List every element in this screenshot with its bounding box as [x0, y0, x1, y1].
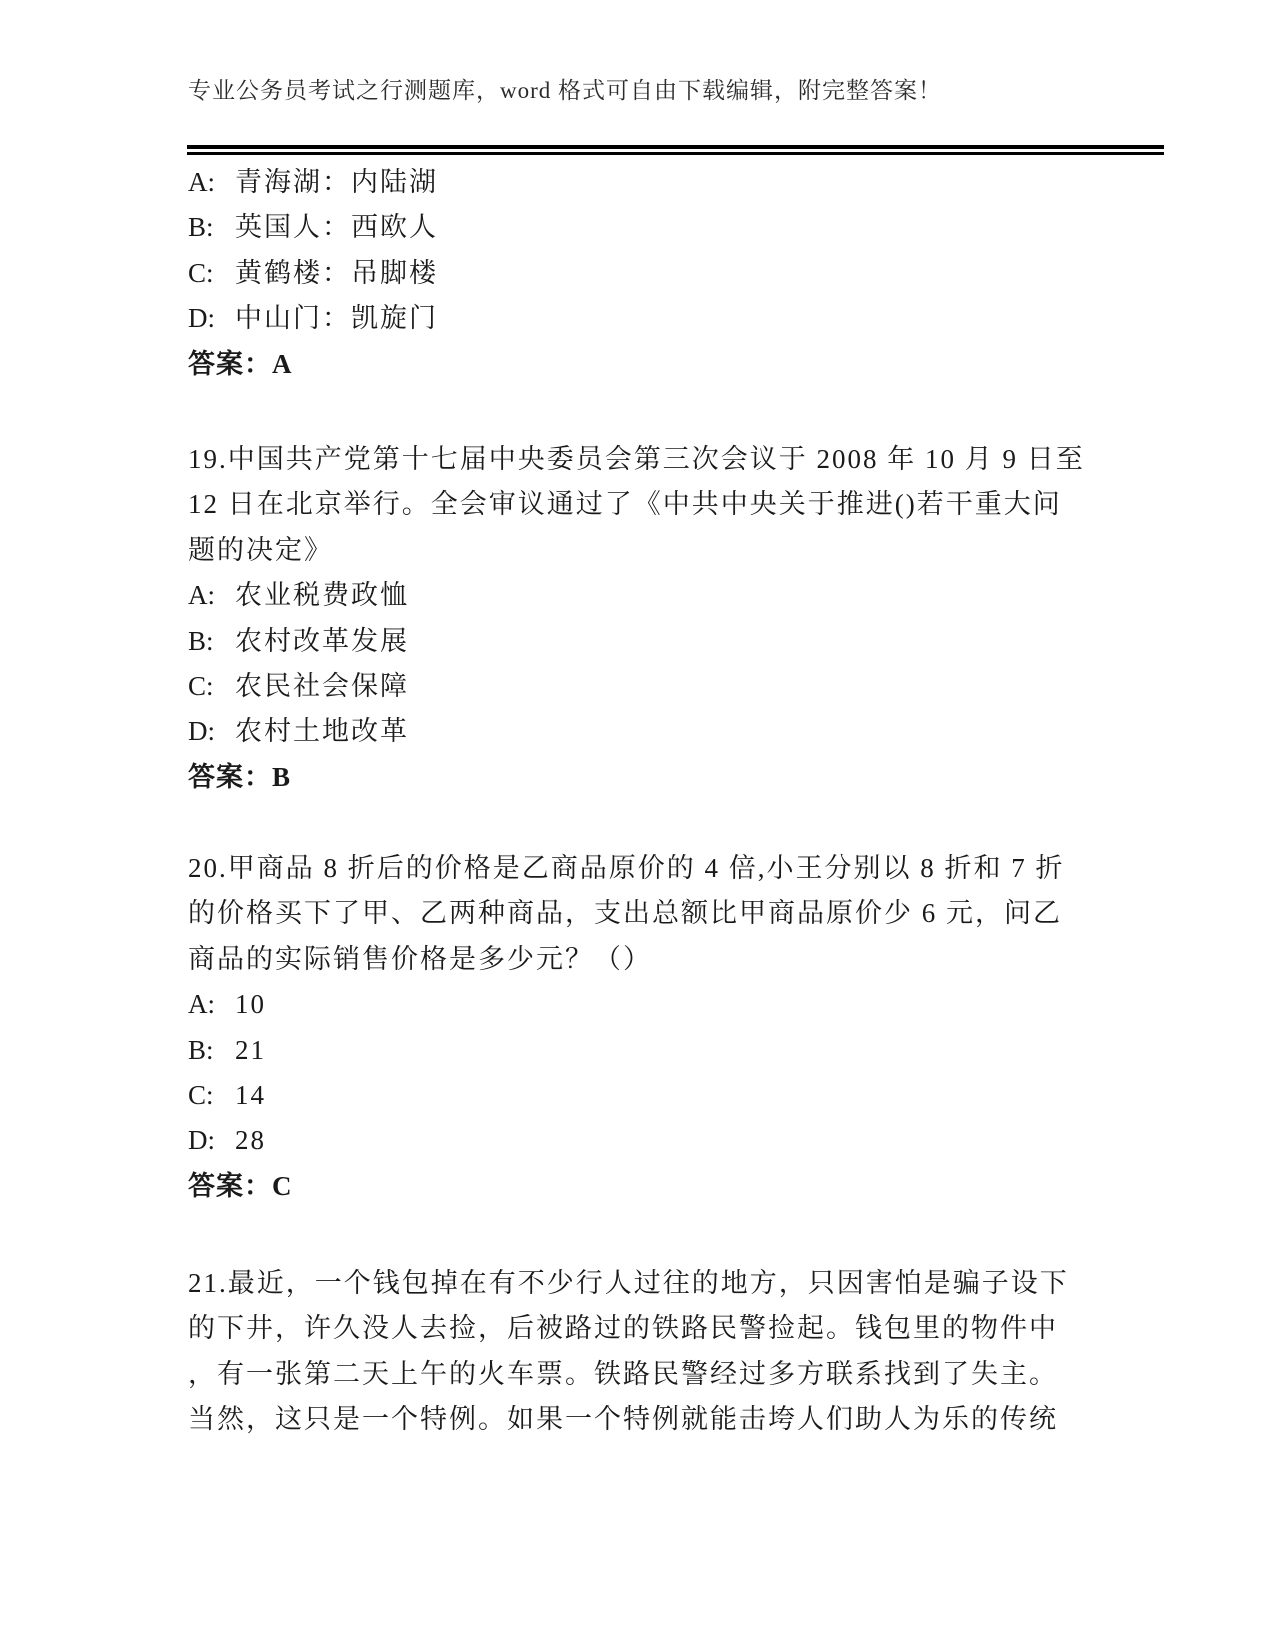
question-line: ，有一张第二天上午的火车票。铁路民警经过多方联系找到了失主。 [188, 1358, 1058, 1389]
question-line: 12 日在北京举行。全会审议通过了《中共中央关于推进()若干重大问 [188, 489, 1062, 520]
option-text: 青海湖：内陆湖 [235, 167, 438, 197]
option-letter: C: [188, 257, 214, 288]
option-letter: D: [188, 716, 215, 747]
option-letter: A: [188, 580, 215, 611]
option-row [188, 664, 1178, 709]
page-header-text: 专业公务员考试之行测题库，word 格式可自由下载编辑，附完整答案！ [188, 78, 943, 103]
option-text: 中山门：凯旋门 [235, 303, 438, 334]
question-line: 的价格买下了甲、乙两种商品，支出总额比甲商品原价少 6 元，问乙 [188, 898, 1062, 929]
option-row [188, 296, 1178, 341]
option-letter: B: [188, 212, 214, 243]
option-row [188, 573, 1178, 618]
option-text: 28 [235, 1125, 266, 1156]
question-18-options-block [188, 160, 1178, 387]
option-row [188, 619, 1178, 664]
answer-line: 答案：C [188, 1170, 293, 1201]
question-line: 的下井，许久没人去捡，后被路过的铁路民警捡起。钱包里的物件中 [188, 1313, 1058, 1344]
answer-line: 答案：B [188, 761, 292, 792]
option-row [188, 205, 1178, 250]
option-text: 14 [235, 1079, 266, 1110]
option-text: 农村土地改革 [235, 716, 409, 747]
option-text: 农业税费政恤 [235, 580, 409, 611]
question-line: 21.最近，一个钱包掉在有不少行人过往的地方，只因害怕是骗子设下 [188, 1268, 1069, 1298]
question-19-block [188, 437, 1178, 800]
option-text: 农民社会保障 [235, 670, 409, 701]
question-line: 19.中国共产党第十七届中央委员会第三次会议于 2008 年 10 月 9 日至 [188, 444, 1085, 474]
option-row [188, 709, 1178, 754]
option-letter: B: [188, 625, 214, 656]
option-letter: C: [188, 1079, 214, 1110]
option-letter: A: [188, 167, 215, 197]
question-line: 题的决定》 [188, 534, 333, 565]
option-row [188, 982, 1178, 1027]
option-text: 10 [235, 989, 266, 1020]
option-row [188, 160, 1178, 205]
option-row [188, 1118, 1178, 1163]
question-line: 当然，这只是一个特例。如果一个特例就能击垮人们助人为乐的传统 [188, 1404, 1058, 1435]
question-line: 20.甲商品 8 折后的价格是乙商品原价的 4 倍,小王分别以 8 折和 7 折 [188, 853, 1065, 883]
option-letter: D: [188, 1125, 215, 1156]
option-letter: A: [188, 989, 215, 1020]
option-text: 21 [235, 1034, 266, 1065]
option-row [188, 1028, 1178, 1073]
question-line: 商品的实际销售价格是多少元？（） [188, 943, 652, 974]
answer-line: 答案：A [188, 348, 293, 379]
header-divider [187, 145, 1164, 155]
option-letter: B: [188, 1034, 214, 1065]
question-21-block [188, 1261, 1178, 1443]
option-row [188, 1073, 1178, 1118]
option-text: 黄鹤楼：吊脚楼 [235, 257, 438, 288]
option-letter: C: [188, 670, 214, 701]
option-row [188, 251, 1178, 296]
question-20-block [188, 846, 1178, 1209]
option-letter: D: [188, 303, 215, 334]
option-text: 英国人：西欧人 [235, 212, 438, 243]
option-text: 农村改革发展 [235, 625, 409, 656]
